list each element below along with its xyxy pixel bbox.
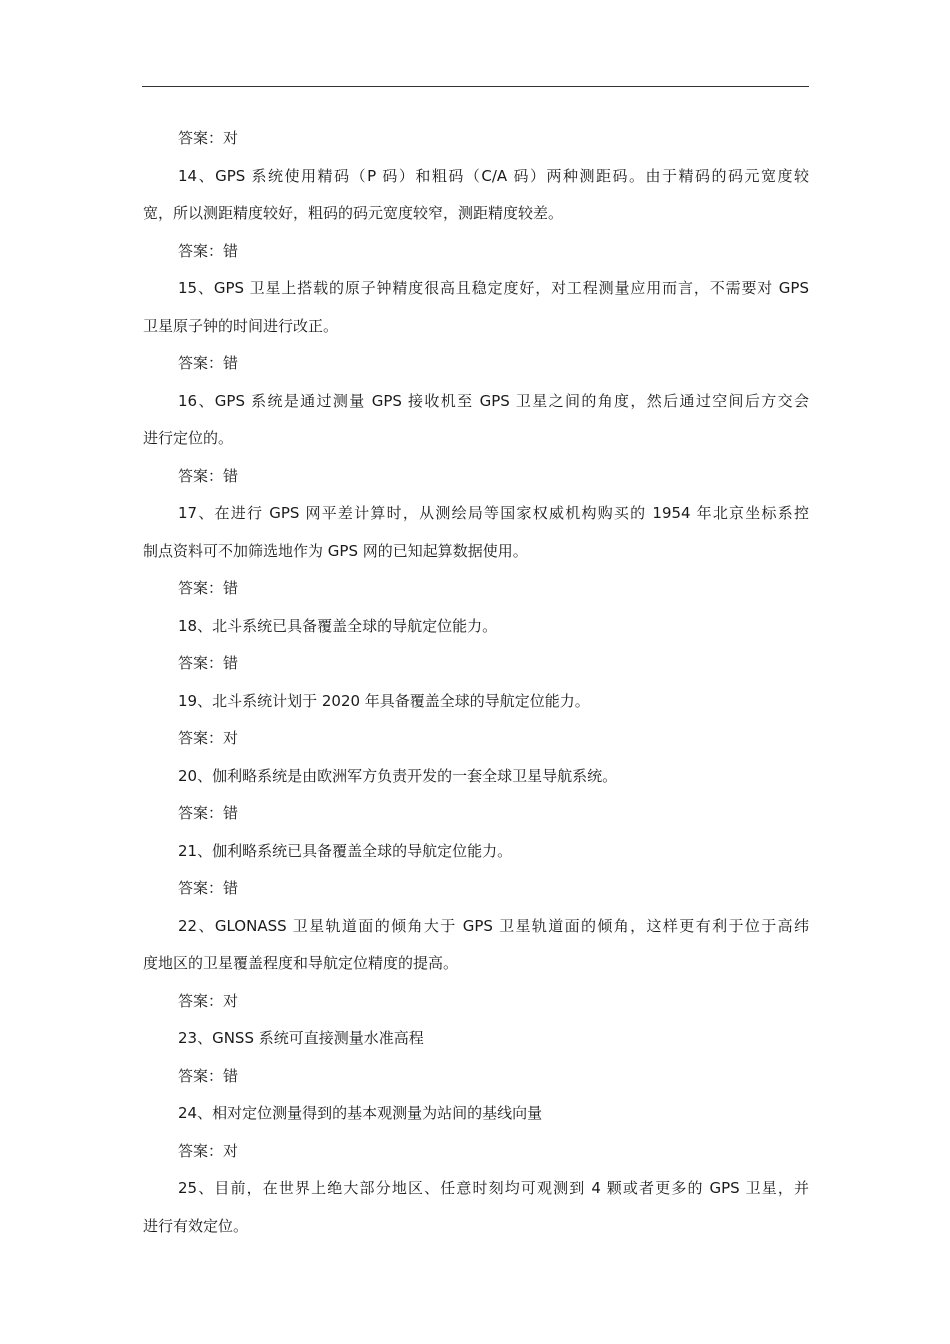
question-22-line-2: 度地区的卫星覆盖程度和导航定位精度的提高。 xyxy=(143,954,459,972)
answer-line: 答案：对 xyxy=(178,129,239,147)
answer-line: 答案：错 xyxy=(178,654,239,672)
question-16-line-1: 16、GPS 系统是通过测量 GPS 接收机至 GPS 卫星之间的角度，然后通过空间后方交会 xyxy=(178,391,809,410)
answer-line: 答案：错 xyxy=(178,354,239,372)
question-14-line-1: 14、GPS 系统使用精码（P 码）和粗码（C/A 码）两种测距码。由于精码的码元宽度较 xyxy=(178,166,809,185)
answer-line: 答案：错 xyxy=(178,1066,239,1085)
answer-line: 答案：对 xyxy=(178,1141,239,1160)
question-23: 23、GNSS 系统可直接测量水准高程 xyxy=(178,1029,424,1047)
question-21: 21、伽利略系统已具备覆盖全球的导航定位能力。 xyxy=(178,841,513,860)
document-body xyxy=(143,120,809,1245)
answer-line: 答案：错 xyxy=(178,579,239,597)
answer-line: 答案：错 xyxy=(178,879,239,897)
question-15-line-1: 15、GPS 卫星上搭载的原子钟精度很高且稳定度好，对工程测量应用而言，不需要对 GPS xyxy=(178,279,809,297)
answer-line: 答案：错 xyxy=(178,241,239,260)
question-25-line-2: 进行有效定位。 xyxy=(143,1216,249,1235)
answer-line: 答案：错 xyxy=(178,466,239,485)
question-24: 24、相对定位测量得到的基本观测量为站间的基线向量 xyxy=(178,1104,543,1122)
question-17-line-1: 17、在进行 GPS 网平差计算时，从测绘局等国家权威机构购买的 1954 年北京坐标系控 xyxy=(178,504,809,522)
answer-line: 答案：错 xyxy=(178,804,239,822)
question-20: 20、伽利略系统是由欧洲军方负责开发的一套全球卫星导航系统。 xyxy=(178,766,618,785)
question-14-line-2: 宽，所以测距精度较好，粗码的码元宽度较窄，测距精度较差。 xyxy=(143,204,564,222)
question-25-line-1: 25、目前，在世界上绝大部分地区、任意时刻均可观测到 4 颗或者更多的 GPS 卫星，并 xyxy=(178,1179,809,1197)
question-17-line-2: 制点资料可不加筛选地作为 GPS 网的已知起算数据使用。 xyxy=(143,541,528,560)
answer-line: 答案：对 xyxy=(178,991,239,1010)
question-18: 18、北斗系统已具备覆盖全球的导航定位能力。 xyxy=(178,616,498,635)
question-19: 19、北斗系统计划于 2020 年具备覆盖全球的导航定位能力。 xyxy=(178,691,590,710)
question-15-line-2: 卫星原子钟的时间进行改正。 xyxy=(143,316,339,335)
header-rule xyxy=(142,86,809,87)
question-22-line-1: 22、GLONASS 卫星轨道面的倾角大于 GPS 卫星轨道面的倾角，这样更有利于位于高纬 xyxy=(178,916,809,935)
question-16-line-2: 进行定位的。 xyxy=(143,429,234,447)
answer-line: 答案：对 xyxy=(178,729,239,747)
